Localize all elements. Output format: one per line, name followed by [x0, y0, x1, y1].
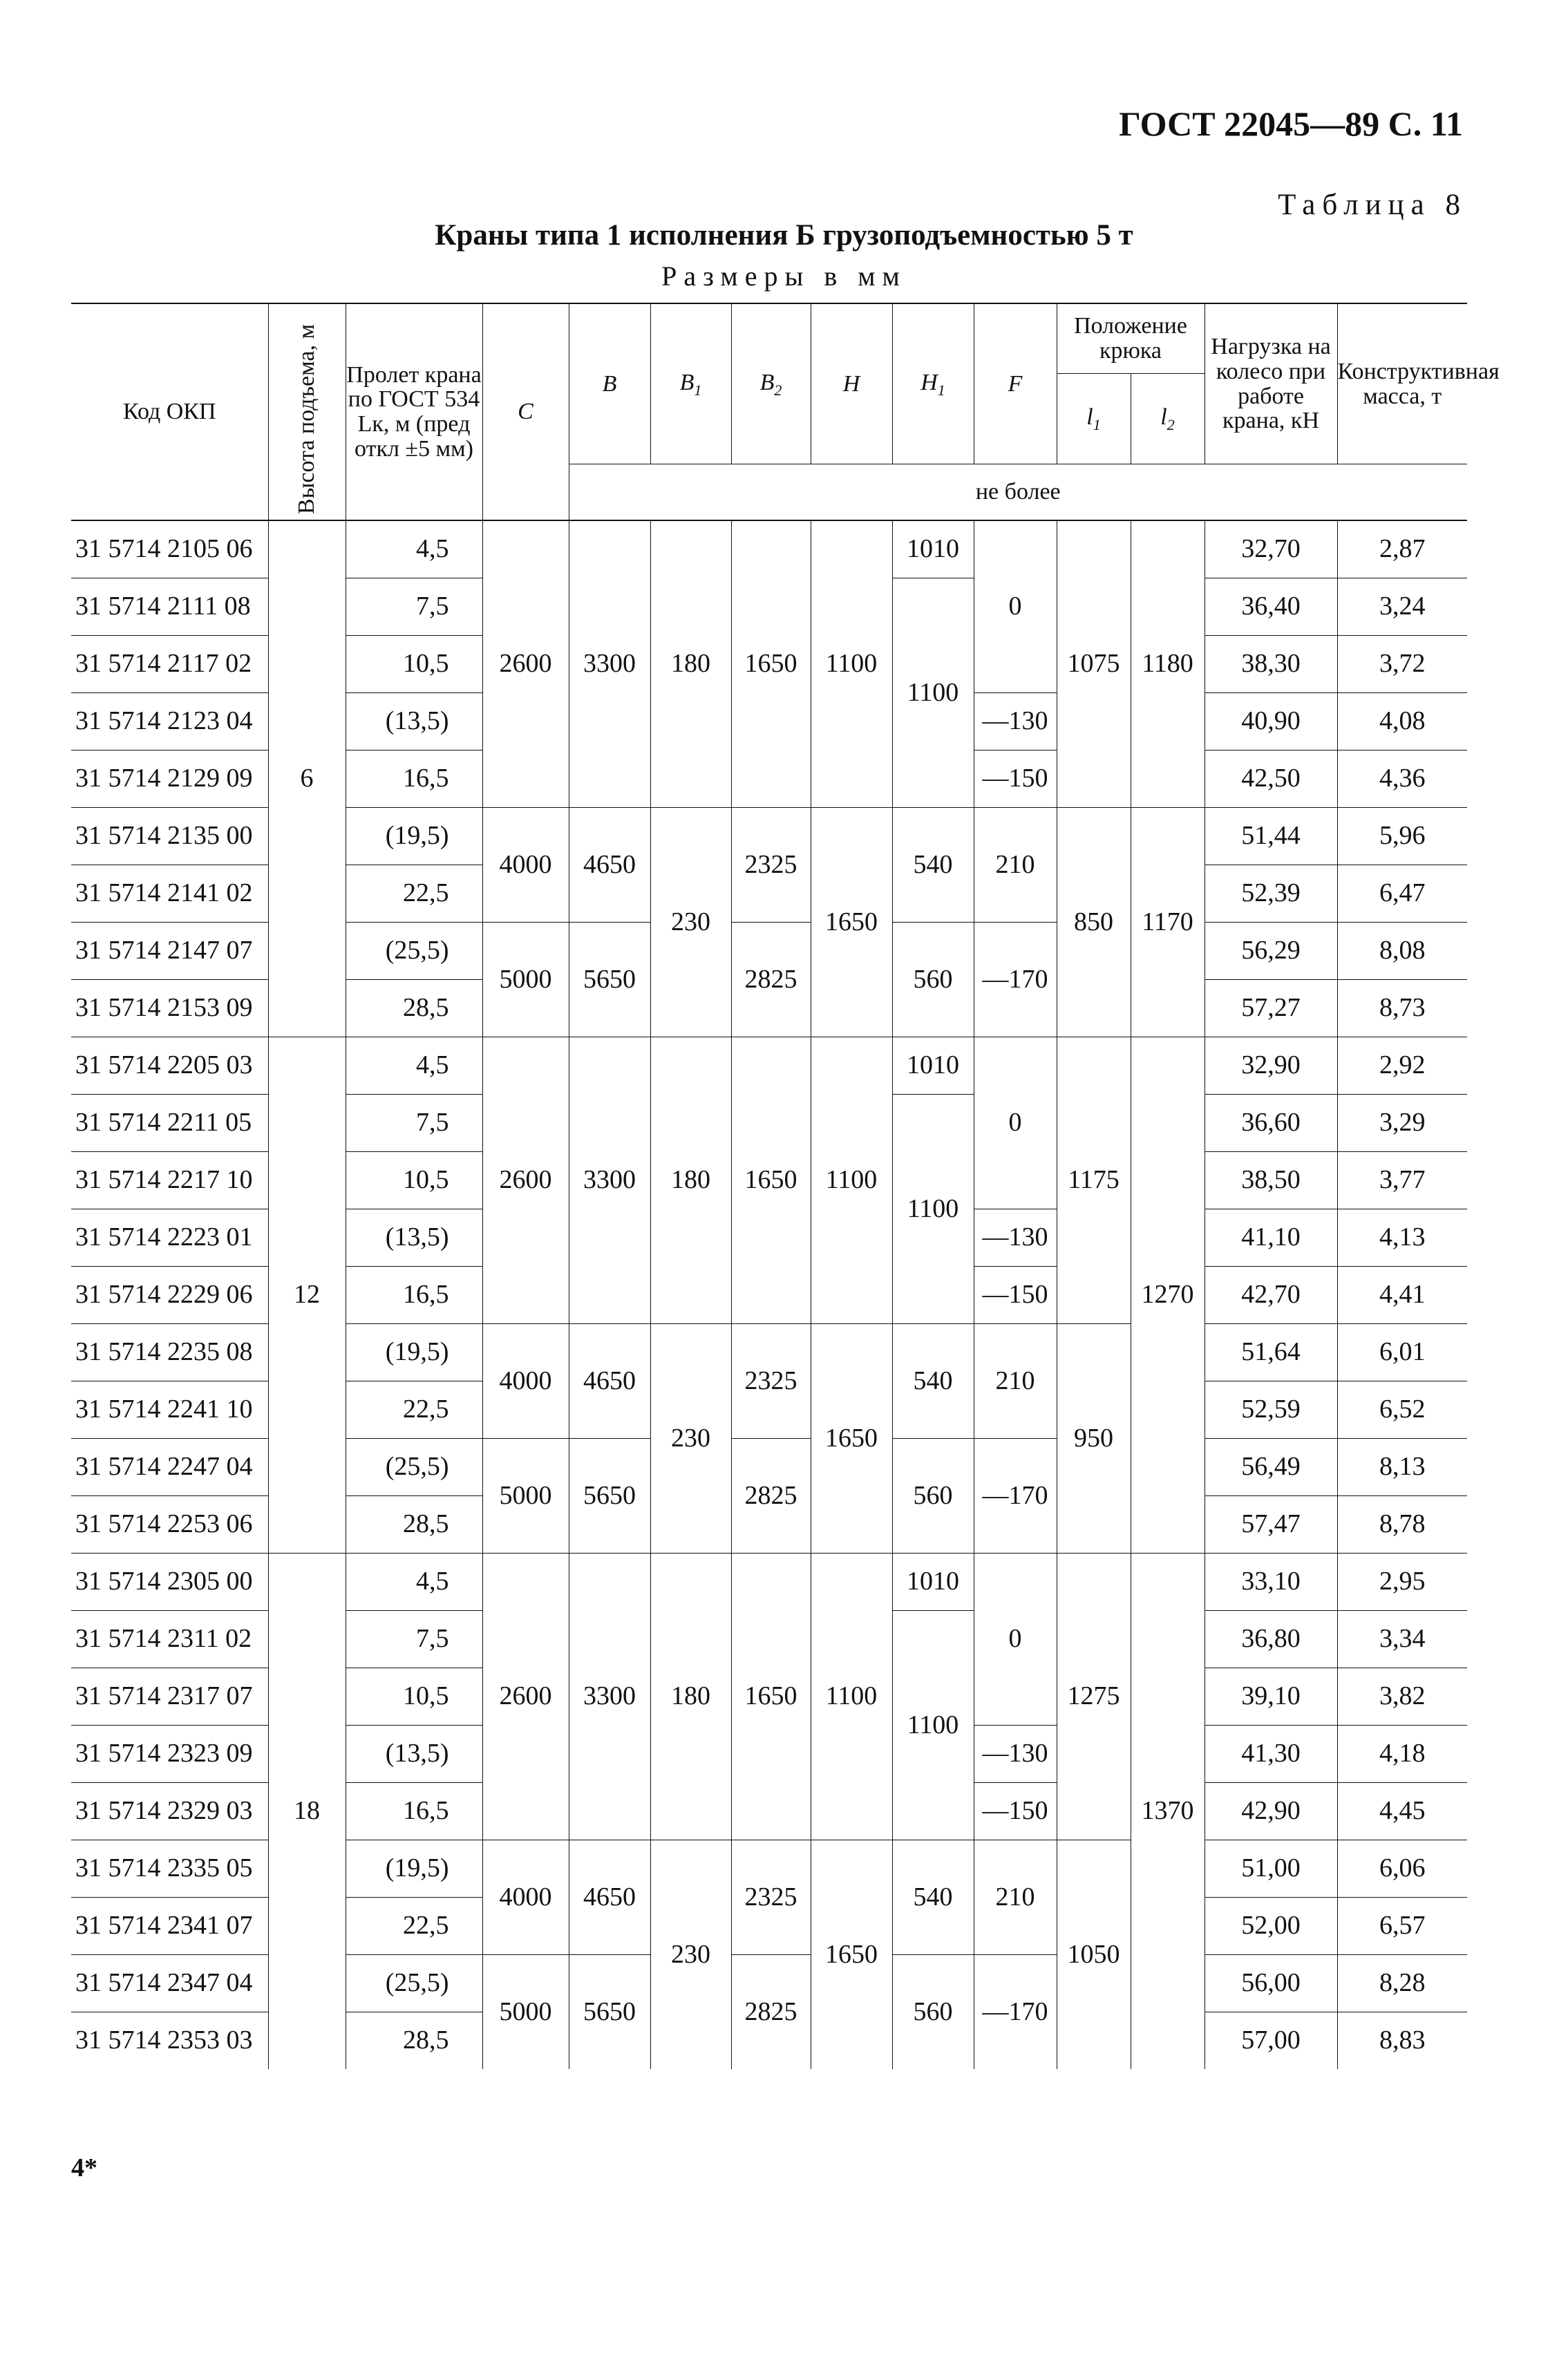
- h1-value: 1010: [892, 1037, 974, 1095]
- span-value: 7,5: [346, 1611, 482, 1668]
- header-wheel-load: Нагрузка на колесо при работе крана, кН: [1205, 303, 1337, 464]
- okp-code: 31 5714 2111 08: [71, 578, 268, 636]
- f-value: —130: [974, 693, 1057, 751]
- wheel-load: 42,50: [1205, 751, 1337, 808]
- wheel-load: 39,10: [1205, 1668, 1337, 1726]
- document-reference: ГОСТ 22045—89 С. 11: [1119, 104, 1463, 143]
- design-mass: 2,87: [1337, 520, 1467, 578]
- wheel-load: 32,70: [1205, 520, 1337, 578]
- span-value: (13,5): [346, 1209, 482, 1267]
- design-mass: 3,34: [1337, 1611, 1467, 1668]
- b-value: 5650: [569, 1955, 650, 2070]
- okp-code: 31 5714 2129 09: [71, 751, 268, 808]
- h1-value: 540: [892, 1324, 974, 1439]
- span-value: 16,5: [346, 751, 482, 808]
- units-caption: Размеры в мм: [661, 261, 907, 292]
- h1-value: 540: [892, 808, 974, 923]
- okp-code: 31 5714 2241 10: [71, 1381, 268, 1439]
- design-mass: 3,29: [1337, 1095, 1467, 1152]
- okp-code: 31 5714 2117 02: [71, 636, 268, 693]
- b2-value: 2325: [731, 1324, 811, 1439]
- b-value: 5650: [569, 1439, 650, 1554]
- c-value: 2600: [482, 1554, 569, 1840]
- wheel-load: 42,70: [1205, 1267, 1337, 1324]
- f-value: 210: [974, 1324, 1057, 1439]
- f-value: 0: [974, 1037, 1057, 1209]
- f-value: —170: [974, 923, 1057, 1037]
- b1-value: 180: [650, 520, 731, 808]
- okp-code: 31 5714 2229 06: [71, 1267, 268, 1324]
- f-value: —150: [974, 1267, 1057, 1324]
- table-row: [71, 1037, 1467, 1095]
- okp-code: 31 5714 2217 10: [71, 1152, 268, 1209]
- okp-code: 31 5714 2147 07: [71, 923, 268, 980]
- design-mass: 6,52: [1337, 1381, 1467, 1439]
- f-value: —150: [974, 751, 1057, 808]
- design-mass: 3,72: [1337, 636, 1467, 693]
- b1-value: 180: [650, 1554, 731, 1840]
- b1-value: 180: [650, 1037, 731, 1324]
- b-value: 3300: [569, 1037, 650, 1324]
- span-value: 10,5: [346, 1668, 482, 1726]
- crane-dimensions-table: [71, 303, 1500, 2069]
- design-mass: 4,41: [1337, 1267, 1467, 1324]
- wheel-load: 56,49: [1205, 1439, 1337, 1496]
- wheel-load: 57,47: [1205, 1496, 1337, 1554]
- l2-value: 1170: [1131, 808, 1205, 1037]
- okp-code: 31 5714 2335 05: [71, 1840, 268, 1898]
- design-mass: 8,78: [1337, 1496, 1467, 1554]
- span-value: 22,5: [346, 1381, 482, 1439]
- header-b1: $B_1$: [650, 303, 731, 464]
- design-mass: 8,83: [1337, 2012, 1467, 2070]
- table-label: Таблица 8: [1278, 189, 1467, 221]
- header-lift-height: [268, 303, 346, 520]
- header-span: Пролет крана по ГОСТ 534 Lк, м (пред откл ±5 мм): [346, 303, 482, 520]
- b-value: 4650: [569, 1324, 650, 1439]
- wheel-load: 36,40: [1205, 578, 1337, 636]
- header-mass: Конструктивная масса, т: [1337, 303, 1467, 464]
- header-h1: $H_1$: [892, 303, 974, 464]
- okp-code: 31 5714 2211 05: [71, 1095, 268, 1152]
- c-value: 2600: [482, 1037, 569, 1324]
- l1-value: 850: [1057, 808, 1131, 1037]
- span-value: (19,5): [346, 1840, 482, 1898]
- l1-value: 1050: [1057, 1840, 1131, 2070]
- l2-value: 1180: [1131, 520, 1205, 808]
- c-value: 5000: [482, 1955, 569, 2070]
- span-value: (25,5): [346, 923, 482, 980]
- h1-value: 1100: [892, 1611, 974, 1840]
- header-f: F: [974, 303, 1057, 464]
- f-value: —170: [974, 1955, 1057, 2070]
- span-value: 22,5: [346, 865, 482, 923]
- okp-code: 31 5714 2353 03: [71, 2012, 268, 2070]
- b-value: 4650: [569, 1840, 650, 1955]
- header-row: [71, 303, 1467, 374]
- wheel-load: 52,59: [1205, 1381, 1337, 1439]
- design-mass: 8,08: [1337, 923, 1467, 980]
- span-value: 28,5: [346, 1496, 482, 1554]
- page-mark: 4*: [71, 2153, 97, 2182]
- header-code: Код ОКП: [71, 303, 268, 520]
- l1-value: 1075: [1057, 520, 1131, 808]
- l1-value: 1175: [1057, 1037, 1131, 1324]
- h1-value: 540: [892, 1840, 974, 1955]
- b2-value: 2825: [731, 1439, 811, 1554]
- f-value: —130: [974, 1726, 1057, 1783]
- design-mass: 3,24: [1337, 578, 1467, 636]
- l1-value: 1275: [1057, 1554, 1131, 1840]
- span-value: 22,5: [346, 1898, 482, 1955]
- b2-value: 2325: [731, 808, 811, 923]
- design-mass: 4,18: [1337, 1726, 1467, 1783]
- h1-value: 1100: [892, 578, 974, 808]
- b2-value: 1650: [731, 520, 811, 808]
- okp-code: 31 5714 2347 04: [71, 1955, 268, 2012]
- wheel-load: 42,90: [1205, 1783, 1337, 1840]
- header-l1: $l_1$: [1057, 374, 1131, 464]
- c-value: 4000: [482, 808, 569, 923]
- f-value: —170: [974, 1439, 1057, 1554]
- wheel-load: 56,29: [1205, 923, 1337, 980]
- okp-code: 31 5714 2135 00: [71, 808, 268, 865]
- f-value: 210: [974, 1840, 1057, 1955]
- h-value: 1100: [811, 1037, 892, 1324]
- okp-code: 31 5714 2317 07: [71, 1668, 268, 1726]
- l2-value: 1270: [1131, 1037, 1205, 1554]
- lift-height-label: Высота подъема, м: [294, 324, 320, 515]
- okp-code: 31 5714 2205 03: [71, 1037, 268, 1095]
- wheel-load: 57,00: [1205, 2012, 1337, 2070]
- span-value: (19,5): [346, 808, 482, 865]
- okp-code: 31 5714 2223 01: [71, 1209, 268, 1267]
- span-value: 4,5: [346, 1037, 482, 1095]
- lift-height: 12: [268, 1037, 346, 1554]
- span-value: 28,5: [346, 2012, 482, 2070]
- header-c: C: [482, 303, 569, 520]
- okp-code: 31 5714 2235 08: [71, 1324, 268, 1381]
- table-header: [71, 303, 1500, 520]
- span-value: 10,5: [346, 1152, 482, 1209]
- b-value: 5650: [569, 923, 650, 1037]
- lift-height: 6: [268, 520, 346, 1037]
- h1-value: 1010: [892, 520, 974, 578]
- h1-value: 560: [892, 1439, 974, 1554]
- span-value: (13,5): [346, 1726, 482, 1783]
- table-row: [71, 1554, 1467, 1611]
- wheel-load: 56,00: [1205, 1955, 1337, 2012]
- okp-code: 31 5714 2141 02: [71, 865, 268, 923]
- okp-code: 31 5714 2305 00: [71, 1554, 268, 1611]
- b-value: 4650: [569, 808, 650, 923]
- h-value: 1650: [811, 1840, 892, 2070]
- b-value: 3300: [569, 520, 650, 808]
- wheel-load: 51,44: [1205, 808, 1337, 865]
- l2-value: 1370: [1131, 1554, 1205, 2070]
- header-b2: $B_2$: [731, 303, 811, 464]
- wheel-load: 38,50: [1205, 1152, 1337, 1209]
- f-value: 0: [974, 520, 1057, 693]
- c-value: 4000: [482, 1840, 569, 1955]
- h-value: 1100: [811, 520, 892, 808]
- span-value: 16,5: [346, 1783, 482, 1840]
- design-mass: 4,13: [1337, 1209, 1467, 1267]
- table-row: [71, 520, 1467, 578]
- wheel-load: 40,90: [1205, 693, 1337, 751]
- b1-value: 230: [650, 1840, 731, 2070]
- wheel-load: 57,27: [1205, 980, 1337, 1037]
- h-value: 1650: [811, 808, 892, 1037]
- span-value: 4,5: [346, 520, 482, 578]
- b1-value: 230: [650, 1324, 731, 1554]
- design-mass: 2,95: [1337, 1554, 1467, 1611]
- lift-height: 18: [268, 1554, 346, 2070]
- f-value: —130: [974, 1209, 1057, 1267]
- b1-value: 230: [650, 808, 731, 1037]
- okp-code: 31 5714 2311 02: [71, 1611, 268, 1668]
- okp-code: 31 5714 2323 09: [71, 1726, 268, 1783]
- wheel-load: 52,39: [1205, 865, 1337, 923]
- span-value: 7,5: [346, 578, 482, 636]
- design-mass: 8,73: [1337, 980, 1467, 1037]
- b2-value: 2325: [731, 1840, 811, 1955]
- span-value: (13,5): [346, 693, 482, 751]
- h1-value: 560: [892, 923, 974, 1037]
- header-hook-position: Положение крюка: [1057, 303, 1205, 374]
- design-mass: 6,57: [1337, 1898, 1467, 1955]
- okp-code: 31 5714 2253 06: [71, 1496, 268, 1554]
- span-value: 10,5: [346, 636, 482, 693]
- span-value: 7,5: [346, 1095, 482, 1152]
- design-mass: 5,96: [1337, 808, 1467, 865]
- c-value: 2600: [482, 520, 569, 808]
- wheel-load: 41,10: [1205, 1209, 1337, 1267]
- wheel-load: 33,10: [1205, 1554, 1337, 1611]
- h-value: 1650: [811, 1324, 892, 1554]
- okp-code: 31 5714 2329 03: [71, 1783, 268, 1840]
- design-mass: 4,45: [1337, 1783, 1467, 1840]
- span-value: 28,5: [346, 980, 482, 1037]
- b2-value: 2825: [731, 1955, 811, 2070]
- design-mass: 6,06: [1337, 1840, 1467, 1898]
- okp-code: 31 5714 2123 04: [71, 693, 268, 751]
- span-value: (25,5): [346, 1955, 482, 2012]
- header-l2: $l_2$: [1131, 374, 1205, 464]
- f-value: 210: [974, 808, 1057, 923]
- wheel-load: 41,30: [1205, 1726, 1337, 1783]
- okp-code: 31 5714 2153 09: [71, 980, 268, 1037]
- l1-value: 950: [1057, 1324, 1131, 1554]
- b2-value: 1650: [731, 1037, 811, 1324]
- f-value: 0: [974, 1554, 1057, 1726]
- b2-value: 1650: [731, 1554, 811, 1840]
- span-value: (25,5): [346, 1439, 482, 1496]
- table-title: Краны типа 1 исполнения Б грузоподъемностью 5 т: [435, 219, 1133, 252]
- okp-code: 31 5714 2105 06: [71, 520, 268, 578]
- header-not-more: не более: [569, 464, 1467, 521]
- b-value: 3300: [569, 1554, 650, 1840]
- span-value: 16,5: [346, 1267, 482, 1324]
- design-mass: 4,08: [1337, 693, 1467, 751]
- f-value: —150: [974, 1783, 1057, 1840]
- h1-value: 1100: [892, 1095, 974, 1324]
- design-mass: 3,82: [1337, 1668, 1467, 1726]
- design-mass: 8,28: [1337, 1955, 1467, 2012]
- table-body: [71, 520, 1467, 2069]
- design-mass: 8,13: [1337, 1439, 1467, 1496]
- header-h: H: [811, 303, 892, 464]
- okp-code: 31 5714 2341 07: [71, 1898, 268, 1955]
- c-value: 4000: [482, 1324, 569, 1439]
- design-mass: 3,77: [1337, 1152, 1467, 1209]
- span-value: 4,5: [346, 1554, 482, 1611]
- design-mass: 4,36: [1337, 751, 1467, 808]
- span-value: (19,5): [346, 1324, 482, 1381]
- c-value: 5000: [482, 923, 569, 1037]
- h1-value: 560: [892, 1955, 974, 2070]
- design-mass: 6,01: [1337, 1324, 1467, 1381]
- header-b: B: [569, 303, 650, 464]
- wheel-load: 32,90: [1205, 1037, 1337, 1095]
- okp-code: 31 5714 2247 04: [71, 1439, 268, 1496]
- h1-value: 1010: [892, 1554, 974, 1611]
- h-value: 1100: [811, 1554, 892, 1840]
- design-mass: 6,47: [1337, 865, 1467, 923]
- c-value: 5000: [482, 1439, 569, 1554]
- wheel-load: 38,30: [1205, 636, 1337, 693]
- wheel-load: 52,00: [1205, 1898, 1337, 1955]
- wheel-load: 36,60: [1205, 1095, 1337, 1152]
- design-mass: 2,92: [1337, 1037, 1467, 1095]
- wheel-load: 51,00: [1205, 1840, 1337, 1898]
- wheel-load: 51,64: [1205, 1324, 1337, 1381]
- b2-value: 2825: [731, 923, 811, 1037]
- wheel-load: 36,80: [1205, 1611, 1337, 1668]
